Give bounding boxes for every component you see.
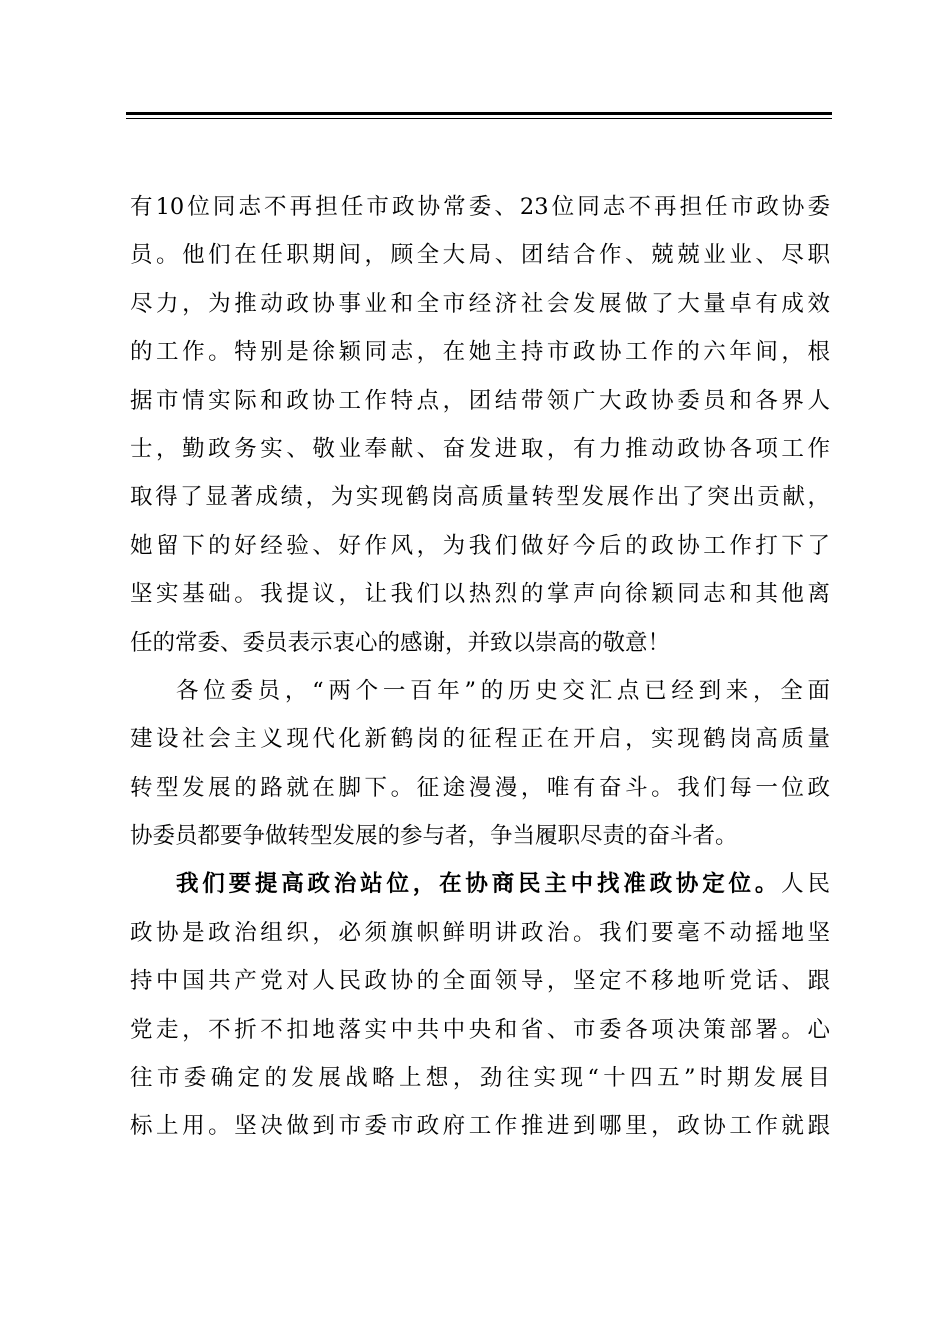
bold-heading: 我们要提高政治站位，在协商民主中找准政协定位。 [176,871,782,898]
text-line: 协委员都要争做转型发展的参与者，争当履职尽责的奋斗者。 [130,823,738,850]
paragraph [130,667,830,861]
text-line: 坚实基础。我提议，让我们以热烈的掌声向徐颖同志和其他离 [130,581,830,608]
text-line: 尽力，为推动政协事业和全市经济社会发展做了大量卓有成效 [130,290,830,317]
text-line [130,860,830,908]
text-run: 人民 [781,871,830,898]
text-line: 建设社会主义现代化新鹤岗的征程正在开启，实现鹤岗高质量 [130,726,830,753]
text-line: 她留下的好经验、好作风，为我们做好今后的政协工作打下了 [130,532,830,559]
text-line: 标上用。坚决做到市委市政府工作推进到哪里，政协工作就跟 [130,1113,830,1140]
body-text [130,183,830,1151]
text-line: 据市情实际和政协工作特点，团结带领广大政协委员和各界人 [130,387,830,414]
header-rule-thin [126,118,832,119]
text-line: 有10位同志不再担任市政协常委、23位同志不再担任市政协委 [130,194,830,220]
text-line: 党走，不折不扣地落实中共中央和省、市委各项决策部署。心 [130,1016,830,1043]
text-line: 转型发展的路就在脚下。征途漫漫，唯有奋斗。我们每一位政 [130,774,830,801]
text-line: 员。他们在任职期间，顾全大局、团结合作、兢兢业业、尽职 [130,242,830,269]
text-line: 持中国共产党对人民政协的全面领导，坚定不移地听党话、跟 [130,968,830,995]
text-line: 往市委确定的发展战略上想，劲往实现“十四五”时期发展目 [130,1065,830,1092]
text-line: 任的常委、委员表示衷心的感谢，并致以崇高的敬意！ [130,629,671,656]
paragraph [130,183,830,667]
text-line: 的工作。特别是徐颖同志，在她主持市政协工作的六年间，根 [130,339,830,366]
header-rule-thick [126,112,832,115]
text-line: 士，勤政务实、敬业奉献、奋发进取，有力推动政协各项工作 [130,435,830,462]
paragraph [130,860,830,1150]
text-line: 政协是政治组织，必须旗帜鲜明讲政治。我们要毫不动摇地坚 [130,919,830,946]
text-line: 取得了显著成绩，为实现鹤岗高质量转型发展作出了突出贡献， [130,484,830,511]
text-line: 各位委员，“两个一百年”的历史交汇点已经到来，全面 [176,677,830,704]
